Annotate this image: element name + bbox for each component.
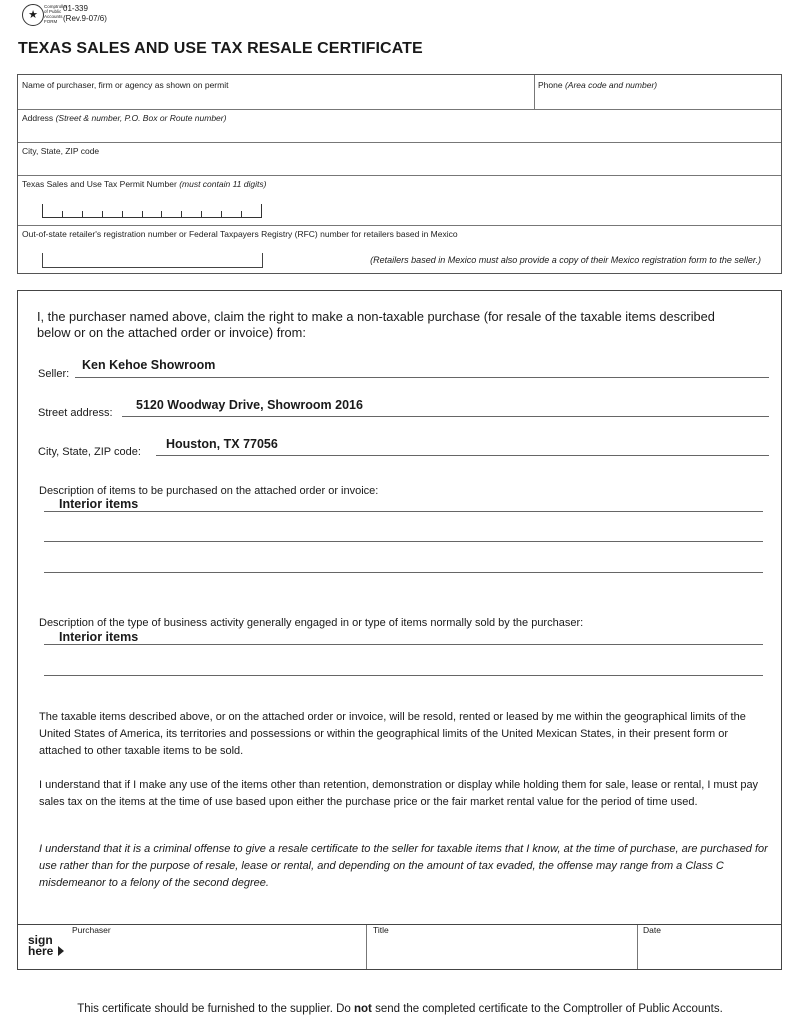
purchaser-name-field[interactable] [22, 80, 228, 90]
seller-value[interactable]: Ken Kehoe Showroom [82, 358, 216, 372]
claim-intro: I, the purchaser named above, claim the right to make a non-taxable purchase (for resale of the taxable items described below or on the attached order or invoice) from: [37, 309, 715, 340]
items-line-1 [44, 511, 763, 512]
city-state-zip-value[interactable]: Houston, TX 77056 [166, 437, 278, 451]
footer-text-2: send the completed certificate to the Comptroller of Public Accounts. [371, 1003, 723, 1015]
phone-hint: (Area code and number) [564, 80, 658, 90]
footer-emphasis: not [353, 1003, 372, 1015]
address-label: Address [22, 113, 54, 123]
mexico-retailer-note: (Retailers based in Mexico must also provide a copy of their Mexico registration form to the seller.) [370, 255, 761, 265]
resale-statement: The taxable items described above, or on the attached order or invoice, will be resold, rented or leased by me within the geographical limits of the United States of America, its territories and possessions or within the geographical limits of the United Mexican States, in their present form or attached to other taxable items to be sold. [39, 711, 746, 757]
permit-label-row [22, 179, 266, 189]
rfc-label: Out-of-state retailer's registration number or Federal Taxpayers Registry (RFC) number for retailers based in Mexico [22, 229, 458, 239]
items-value[interactable]: Interior items [59, 497, 139, 511]
city-label: City, State, ZIP code [22, 146, 100, 156]
texas-star-seal-icon: ★ [22, 4, 44, 26]
purchaser-signature-field[interactable] [58, 935, 364, 967]
permit-hint: (must contain 11 digits) [179, 179, 267, 189]
signature-row [18, 924, 781, 969]
form-number: 01-339 [63, 4, 88, 13]
business-value[interactable]: Interior items [59, 630, 139, 644]
here-word: here [28, 944, 54, 958]
title-field[interactable] [370, 935, 632, 967]
seller-underline [75, 377, 769, 378]
phone-field[interactable] [538, 80, 657, 90]
form-number-block [63, 4, 107, 24]
sign-word: sign [28, 933, 53, 947]
purchaser-info-box [17, 74, 782, 274]
address-field[interactable] [22, 113, 226, 123]
items-line-2 [44, 541, 763, 542]
city-field[interactable] [22, 146, 99, 156]
rfc-number-input[interactable] [42, 253, 263, 268]
date-label: Date [643, 925, 661, 935]
street-label: Street address: [38, 407, 113, 419]
address-hint: (Street & number, P.O. Box or Route number) [55, 113, 227, 123]
form-revision: (Rev.9-07/6) [63, 14, 107, 23]
phone-label: Phone [538, 80, 563, 90]
purchaser-name-label: Name of purchaser, firm or agency as shown on permit [22, 80, 229, 90]
footer-instruction [0, 1003, 800, 1015]
permit-label: Texas Sales and Use Tax Permit Number [22, 179, 177, 189]
city-underline [156, 455, 769, 456]
title-label: Title [373, 925, 389, 935]
items-line-3 [44, 572, 763, 573]
resale-claim-box [17, 290, 782, 970]
items-label: Description of items to be purchased on the attached order or invoice: [39, 485, 379, 497]
agency-logo-text: Comptroller of Public Accounts FORM [44, 4, 68, 24]
business-label: Description of the type of business activity generally engaged in or type of items normally sold by the purchaser: [39, 617, 584, 629]
business-line-1 [44, 644, 763, 645]
street-underline [122, 416, 769, 417]
seller-label: Seller: [38, 368, 70, 380]
form-title: TEXAS SALES AND USE TAX RESALE CERTIFICATE [18, 40, 423, 57]
business-line-2 [44, 675, 763, 676]
purchaser-signature-label: Purchaser [72, 925, 111, 935]
footer-text-1: This certificate should be furnished to the supplier. Do [77, 1003, 354, 1015]
city-state-zip-label: City, State, ZIP code: [38, 446, 141, 458]
criminal-offense-statement: I understand that it is a criminal offense to give a resale certificate to the seller for taxable items that I know, at the time of purchase, are purchased for use rather than for the purpose of resale, lease or rental, and depending on the amount of tax evaded, the offense may range from a Class C misdemeanor to a felony of the second degree. [39, 843, 768, 889]
street-value[interactable]: 5120 Woodway Drive, Showroom 2016 [136, 398, 363, 412]
date-field[interactable] [640, 935, 778, 967]
sign-here-marker [28, 935, 53, 957]
permit-number-input[interactable] [42, 204, 262, 218]
use-tax-statement: I understand that if I make any use of the items other than retention, demonstration or display while holding them for sale, lease or rental, I must pay sales tax on the items at the time of use based upon either the purchase price or the fair market rental value for the period of time used. [39, 779, 759, 808]
